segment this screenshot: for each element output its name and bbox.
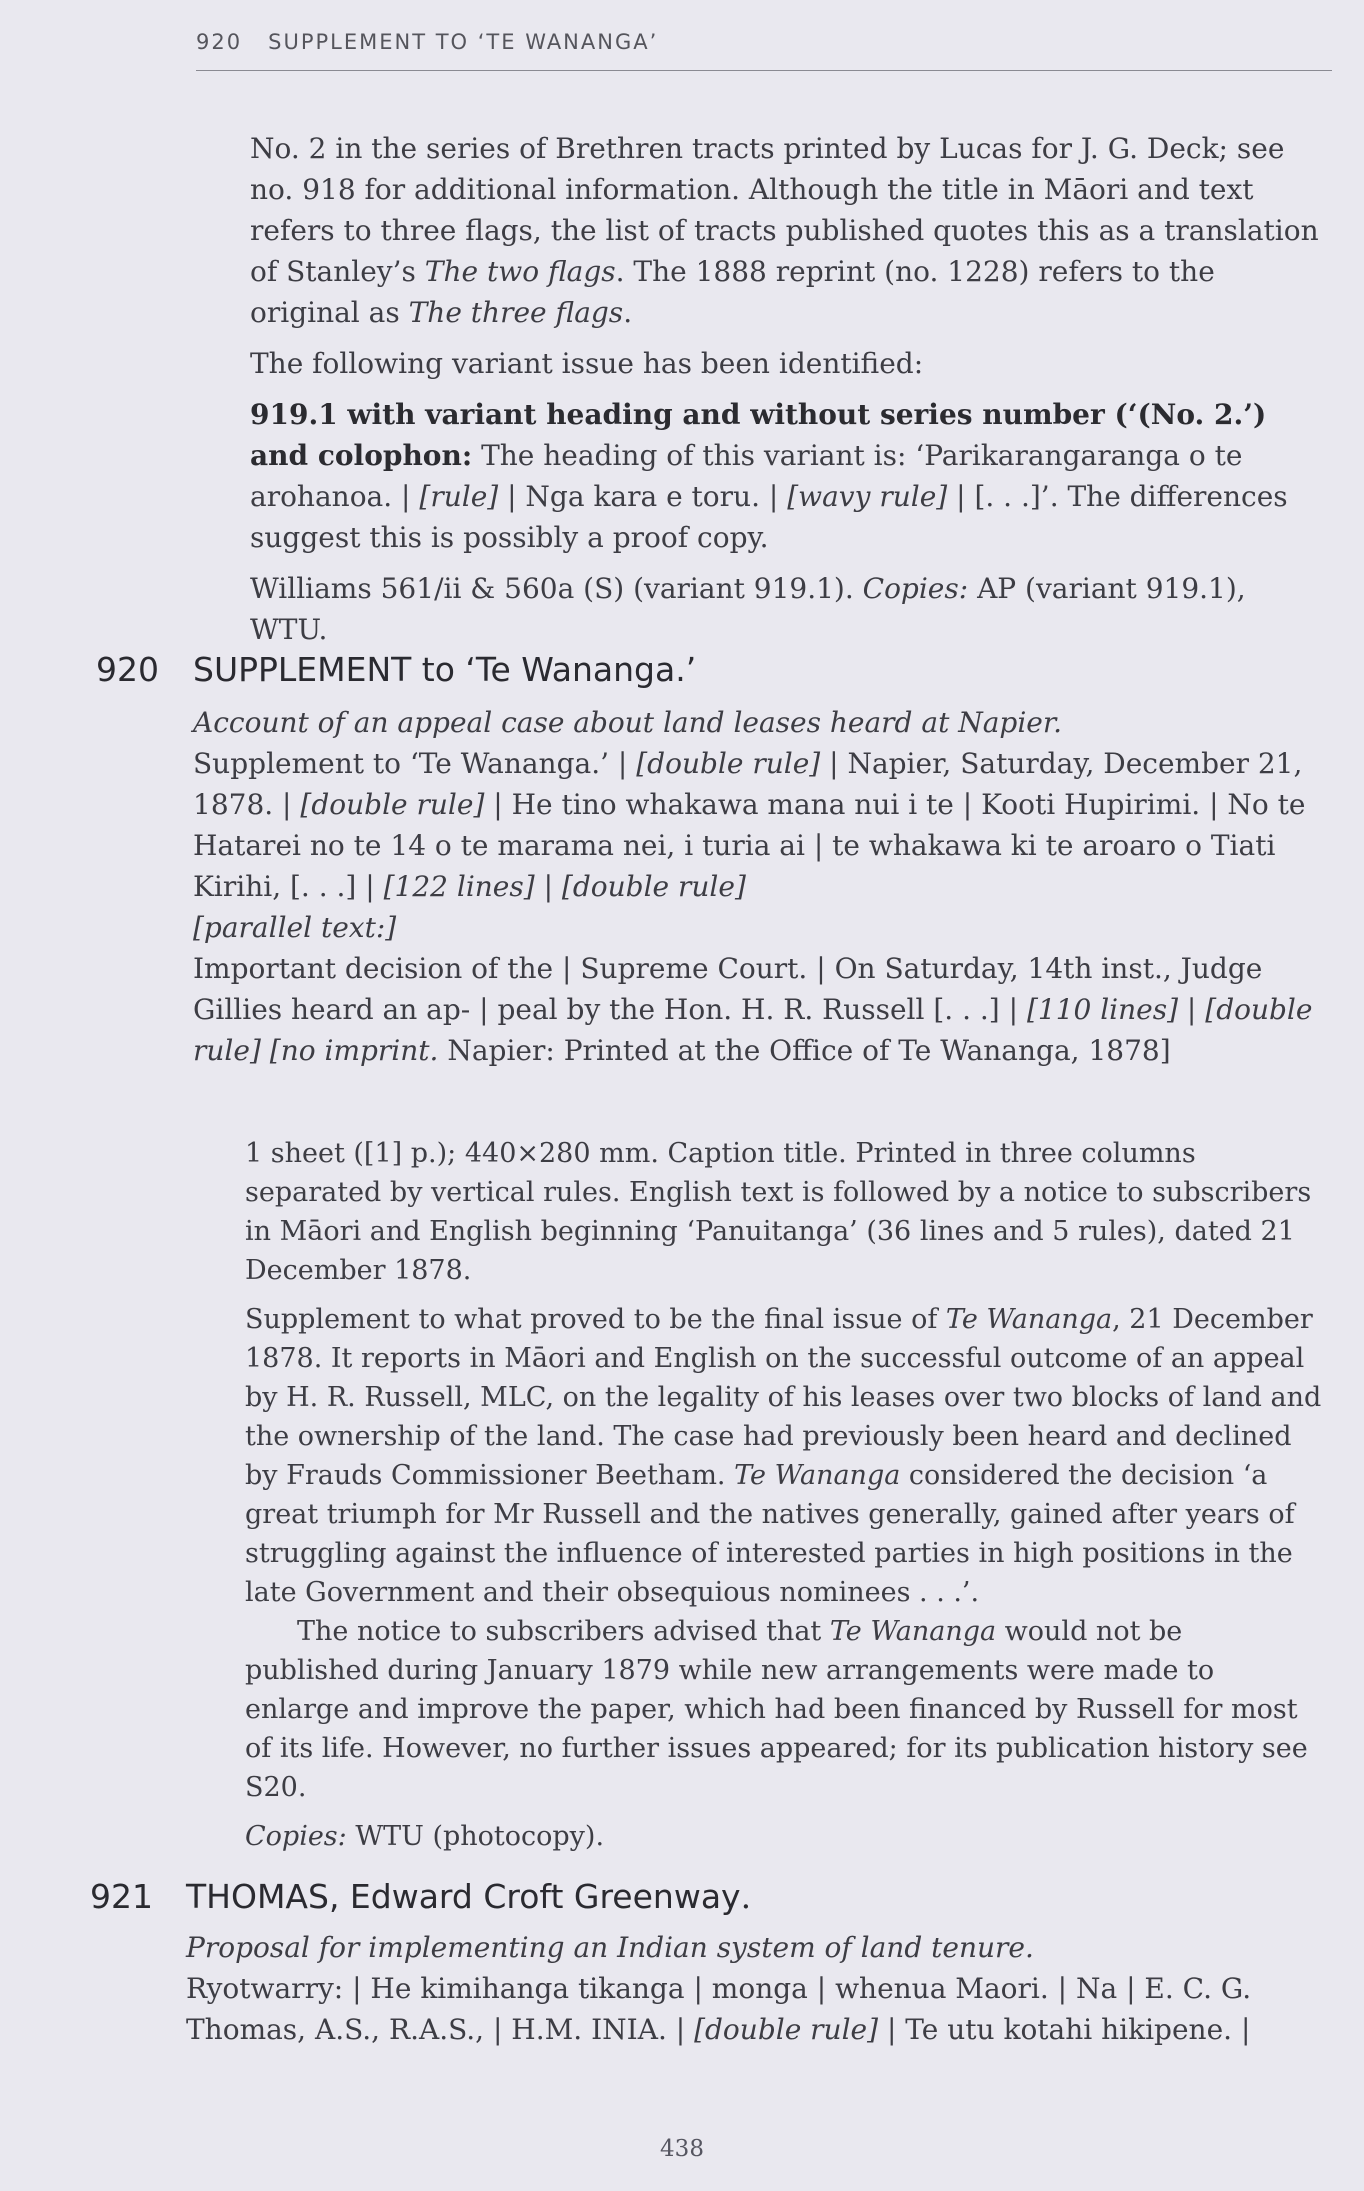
entry-920-number: 920	[96, 650, 159, 689]
entry-919-notes	[250, 128, 1330, 660]
running-head	[196, 30, 1332, 54]
note-paragraph: Supplement to what proved to be the final issue of Te Wananga, 21 December 1878. It reports in Māori and English on the successful outcome of an appeal by H. R. Russell, MLC, on the legality of his leases over two blocks of land and the ownership of the land. The case had previously been heard and declined by Frauds Commissioner Beetham. Te Wananga considered the decision ‘a great triumph for Mr Russell and the natives generally, gained after years of struggling against the influence of interested parties in high positions in the late Government and their obsequious nominees . . .’.	[245, 1304, 1322, 1608]
maori-transcription: Supplement to ‘Te Wananga.’ | [double rule] | Napier, Saturday, December 21, 1878. | [double rule] | He tino whakawa mana nui i te | Kooti Hupirimi. | No te Hatarei no te 14 o te marama nei, i turia ai | te whakawa ki te aroaro o Tiati Kirihi, [. . .] | [122 lines] | [double rule]	[193, 747, 1306, 903]
notes-paragraph: No. 2 in the series of Brethren tracts printed by Lucas for J. G. Deck; see no. 918 for additional information. Although the title in Māori and text refers to three flags, the list of tracts published quotes this as a translation of Stanley’s The two flags. The 1888 reprint (no. 1228) refers to the original as The three flags.	[250, 132, 1319, 329]
entry-920-heading: SUPPLEMENT to ‘Te Wananga.’	[193, 650, 697, 689]
page-number: 438	[660, 2136, 704, 2162]
copies-line: Copies: WTU (photocopy).	[245, 1821, 605, 1852]
variant-label: 919.1 with variant heading and without series number (‘(No. 2.’) and colophon:	[250, 398, 1267, 472]
book-title: The two flags	[424, 255, 616, 288]
entry-921-number: 921	[90, 1877, 153, 1916]
english-transcription: Important decision of the | Supreme Court. | On Saturday, 14th inst., Judge Gillies heard an ap- | peal by the Hon. H. R. Russell [. . .] | [110 lines] | [double rule] [no imprint. Napier: Printed at the Office of Te Wananga, 1878]	[193, 952, 1313, 1067]
parallel-text-note: [parallel text:]	[193, 911, 397, 944]
running-head-title: SUPPLEMENT TO ‘TE WANANGA’	[268, 30, 659, 54]
entry-920-subtitle: Account of an appeal case about land leases heard at Napier.	[193, 706, 1063, 739]
maori-transcription: Ryotwarry: | He kimihanga tikanga | monga | whenua Maori. | Na | E. C. G. Thomas, A.S., R.A.S., | H.M. INIA. | [double rule] | Te utu kotahi hikipene. |	[186, 1972, 1252, 2046]
entry-920-notes	[245, 1134, 1323, 1866]
book-title: The three flags	[408, 296, 624, 329]
variant-intro: The following variant issue has been identified:	[250, 347, 924, 380]
entry-920-body	[193, 702, 1318, 1071]
note-paragraph: The notice to subscribers advised that Te Wananga would not be published during January 1879 while new arrangements were made to enlarge and improve the paper, which had been financed by Russell for most of its life. However, no further issues appeared; for its publication history see S20.	[245, 1616, 1308, 1803]
entry-921-heading: THOMAS, Edward Croft Greenway.	[186, 1877, 752, 1916]
entry-921-body	[186, 1927, 1326, 2050]
header-rule	[196, 70, 1332, 71]
physical-description: 1 sheet ([1] p.); 440×280 mm. Caption title. Printed in three columns separated by vertical rules. English text is followed by a notice to subscribers in Māori and English beginning ‘Panuitanga’ (36 lines and 5 rules), dated 21 December 1878.	[245, 1138, 1312, 1286]
entry-921-subtitle: Proposal for implementing an Indian system of land tenure.	[186, 1931, 1034, 1964]
references: Williams 561/ii & 560a (S) (variant 919.1). Copies: AP (variant 919.1), WTU.	[250, 572, 1246, 646]
running-head-page-number: 920	[196, 30, 243, 54]
variant-919-1: 919.1 with variant heading and without series number (‘(No. 2.’) and colophon: The heading of this variant is: ‘Parikarangaranga o te arohanoa. | [rule] | Nga kara e toru. | [wavy rule] | [. . .]’. The differences suggest this is possibly a proof copy.	[250, 398, 1288, 554]
